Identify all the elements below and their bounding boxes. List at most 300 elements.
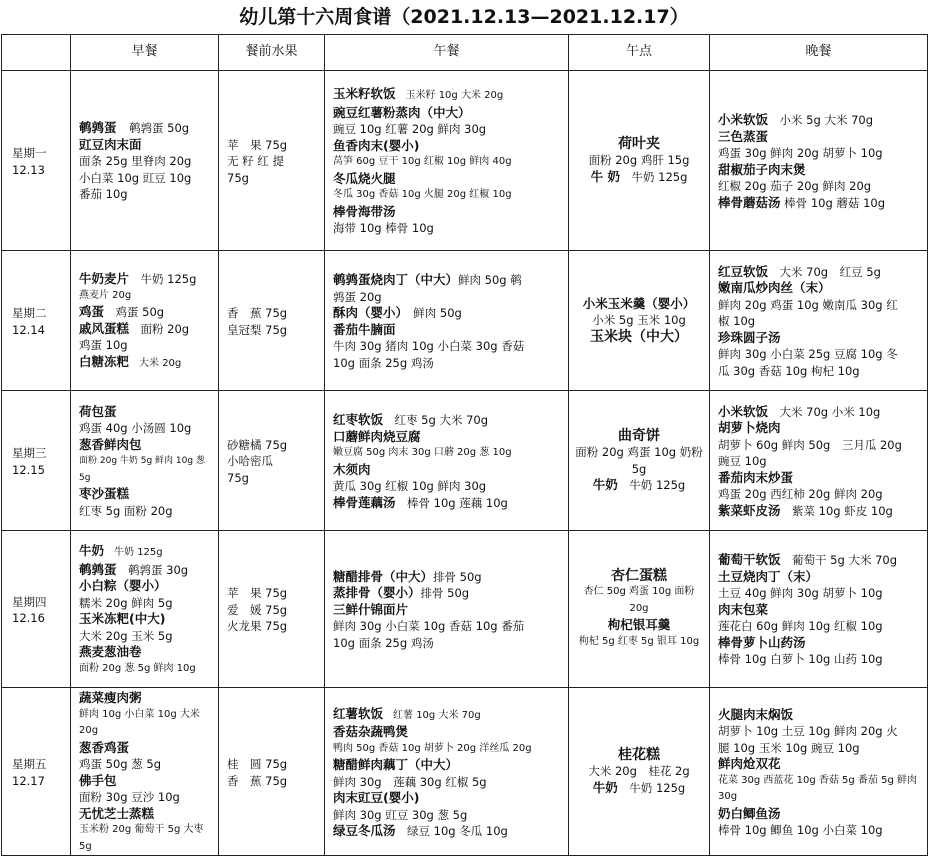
dish-name: 牛奶麦片 [79,271,130,286]
ingredients: 玉米粉 20g 葡萄干 5g 大枣 5g [79,824,204,852]
fruit-cell [219,688,325,856]
ingredients: 鹌鹑蛋 50g [129,121,190,136]
lunch-cell [325,71,569,251]
lunch-line [333,121,564,138]
dish-name: 无忧芝士蒸糕 [79,805,155,821]
dish-name: 枸杞银耳羹 [607,617,671,633]
fruit-line: 香 蕉 75g [227,306,288,320]
dinner-cell [710,531,928,688]
breakfast-line [79,503,214,520]
dinner-line [718,618,923,635]
ingredients: 嫩豆腐 50g 肉末 30g 口蘑 20g 葱 10g [333,447,512,458]
ingredients: 燕麦片 20g [79,289,132,301]
dish-name: 燕麦葱油卷 [79,644,142,659]
ingredients: 30g [718,791,738,802]
header-dinner: 晚餐 [710,35,928,71]
ingredients: 排骨 50g [420,586,470,601]
day-cell [2,391,71,531]
dinner-line [718,404,923,421]
lunch-line [333,322,564,339]
header-fruit: 餐前水果 [219,35,325,71]
weekday-label: 星期二 [12,306,47,320]
ingredients: 面条 25g 里脊肉 20g [79,154,192,169]
day-row [2,531,928,688]
header-lunch: 午餐 [325,35,569,71]
dish-name: 肉末豇豆(婴小) [333,790,420,805]
dinner-line [718,420,923,437]
breakfast-line [79,354,214,373]
breakfast-line [79,153,214,170]
lunch-line [333,462,564,479]
ingredients: 瓜 30g 香菇 10g 枸杞 10g [718,363,860,378]
dish-name: 荷叶夹 [618,135,660,152]
dish-name: 番茄牛腩面 [333,321,396,337]
fruit-line: 火龙果 75g [227,619,288,634]
lunch-line [333,412,564,429]
dinner-line [718,635,923,652]
dinner-line [718,773,923,790]
breakfast-line [79,661,214,678]
snack-line [575,747,703,764]
ingredients: 大米 20g 玉米 5g [79,628,173,643]
ingredients: 牛奶 125g [619,169,688,184]
ingredients: 牛奶 125g [129,272,197,286]
dish-name: 鲜肉炝双花 [718,756,781,771]
lunch-line [333,138,564,155]
ingredients: 红枣 5g 大米 70g [383,413,489,427]
snack-line [575,634,703,651]
lunch-line [333,204,564,221]
dish-name: 白糖冻粑 [79,353,130,369]
lunch-line [333,495,564,512]
ingredients: 红薯 10g 大米 70g [383,709,481,721]
dish-name: 曲奇饼 [618,427,660,444]
dinner-line [718,437,923,454]
ingredients: 鸡蛋 50g 葱 5g [79,757,162,771]
lunch-line [333,154,564,171]
ingredients: 鸡蛋 50g [104,305,165,319]
breakfast-cell [71,531,219,688]
dinner-line [718,264,923,281]
lunch-line [333,724,564,741]
fruit-cell [219,391,325,531]
dish-name: 小白粽（婴小） [79,578,167,593]
snack-line [575,329,703,346]
day-row [2,391,928,531]
ingredients: 豌豆 10g 红薯 20g 鲜肉 30g [333,122,487,137]
breakfast-line [79,337,214,354]
dish-name: 甜椒茄子肉末煲 [718,161,806,177]
page-title: 幼儿第十六周食谱（2021.12.13—2021.12.17） [239,6,689,28]
ingredients: 牛肉 30g 猪肉 10g 小白菜 30g 香菇 [333,339,525,353]
ingredients: 番茄 10g [79,187,128,202]
ingredients: 鲜肉 30g 小白菜 25g 豆腐 10g 冬 [718,347,898,362]
dinner-line [718,112,923,129]
ingredients: 红枣 5g 面粉 20g [79,503,173,518]
breakfast-line [79,611,214,628]
dish-name: 三鲜什锦面片 [333,601,409,617]
lunch-line [333,355,564,372]
dinner-line [718,145,923,162]
dish-name: 鸡蛋 [79,304,105,319]
header-snack: 午点 [569,35,710,71]
lunch-line [333,585,564,602]
dish-name: 香菇杂蔬鸭煲 [333,724,409,739]
ingredients: 大米 20g 桂花 2g [588,764,690,779]
header-breakfast: 早餐 [71,35,219,71]
lunch-line [333,706,564,725]
ingredients: 10g 面条 25g 鸡汤 [333,355,434,370]
dish-name: 杏仁蛋糕 [611,567,667,584]
ingredients: 鹑蛋 20g [333,289,382,304]
dish-name: 玉米块（中大） [590,328,688,345]
weekday-label: 星期三 [12,446,47,460]
breakfast-line [79,404,214,421]
breakfast-line [79,170,214,187]
dish-name: 珍珠圆子汤 [718,329,781,345]
ingredients: 鸡蛋 20g 西红柿 20g 鲜肉 20g [718,487,883,502]
lunch-line [333,741,564,758]
ingredients: 5g [631,461,647,476]
dinner-line [718,162,923,179]
lunch-line [333,445,564,462]
dinner-cell [710,391,928,531]
breakfast-line [79,453,214,486]
breakfast-line [79,644,214,661]
dish-name: 酥肉（婴小） [333,305,402,320]
lunch-line [333,86,564,105]
ingredients: 鸭肉 50g 香菇 10g 胡萝卜 20g 洋丝瓜 20g [333,742,532,754]
ingredients: 鲜肉 20g 鸡蛋 10g 嫩南瓜 30g 红 [718,297,898,312]
snack-cell [569,688,710,856]
dish-name: 嫩南瓜炒肉丝（末） [718,280,831,296]
fruit-cell [219,531,325,688]
lunch-line [333,272,564,289]
dish-name: 红枣软饭 [333,412,384,427]
lunch-line [333,305,564,322]
dish-name: 糖醋鲜肉藕丁（中大） [333,757,459,772]
breakfast-line [79,420,214,437]
lunch-cell [325,391,569,531]
snack-line [575,152,703,169]
dish-name: 玉米冻粑(中大) [79,611,166,626]
ingredients: 鸡蛋 40g 小汤圆 10g [79,421,192,436]
dinner-line [718,453,923,470]
snack-line [575,461,703,478]
lunch-line [333,289,564,306]
dinner-line [718,740,923,757]
dish-name: 番茄肉末炒蛋 [718,469,794,485]
ingredients: 冬瓜 30g 香菇 10g 火腿 20g 红椒 10g [333,189,512,201]
dinner-line [718,330,923,347]
dinner-line [718,569,923,586]
dish-name: 小米玉米羹（婴小） [582,295,696,311]
ingredients: 鲜肉 10g 小白菜 10g 大米 20g [79,708,200,736]
ingredients: 海带 10g 棒骨 10g [333,221,434,236]
dish-name: 戚风蛋糕 [79,320,130,336]
lunch-line [333,823,564,840]
lunch-cell [325,688,569,856]
ingredients: 鲜肉 50g 鹌 [458,273,522,287]
date-label: 12.16 [12,611,45,625]
dinner-cell [710,71,928,251]
breakfast-line [79,789,214,806]
dish-name: 枣沙蛋糕 [79,486,130,502]
lunch-line [333,187,564,204]
dish-name: 土豆烧肉丁（末） [718,568,819,584]
ingredients: 豌豆 10g [718,454,767,469]
day-cell [2,688,71,856]
snack-line [575,780,703,797]
dinner-line [718,789,923,806]
dish-name: 奶白鲫鱼汤 [718,805,781,821]
dish-name: 小米软饭 [718,112,769,127]
dinner-line [718,178,923,195]
ingredients: 牛奶 125g [617,478,686,492]
breakfast-line [79,756,214,773]
lunch-line [333,790,564,807]
day-cell [2,251,71,391]
snack-line [575,477,703,494]
dish-name: 蒸排骨（婴小） [333,585,421,601]
breakfast-line [79,822,214,855]
dinner-cell [710,251,928,391]
snack-line [575,584,703,617]
lunch-line [333,429,564,446]
ingredients: 鲜肉 30g 莲藕 30g 红椒 5g [333,774,487,789]
dish-name: 牛奶 [592,779,618,795]
snack-line [575,169,703,186]
dish-name: 牛奶 [592,477,618,492]
ingredients: 玉米籽 10g 大米 20g [395,90,504,102]
ingredients: 胡萝卜 60g 鲜肉 50g 三月瓜 20g [718,437,902,452]
fruit-line: 皇冠梨 75g [227,322,288,337]
dish-name: 三色蒸蛋 [718,128,769,144]
fruit-line: 小哈密瓜 [227,454,273,469]
snack-cell [569,391,710,531]
fruit-line: 无 籽 红 提 [227,154,284,169]
dish-name: 牛奶 [79,543,105,558]
snack-line [575,763,703,780]
breakfast-line [79,562,214,579]
fruit-line: 香 蕉 75g [227,773,288,788]
ingredients: 排骨 50g [433,569,482,584]
dish-name: 冬瓜烧火腿 [333,170,396,186]
ingredients: 土豆 40g 鲜肉 30g 胡萝卜 10g [718,586,883,601]
lunch-line [333,807,564,824]
lunch-cell [325,251,569,391]
dish-name: 葱香鲜肉包 [79,436,142,452]
breakfast-cell [71,688,219,856]
day-row [2,688,928,856]
dish-name: 鹌鹑蛋烧肉丁（中大） [333,272,459,287]
ingredients: 大米 20g [129,357,182,369]
snack-line [575,617,703,634]
dish-name: 佛手包 [79,772,117,788]
lunch-cell [325,531,569,688]
breakfast-line [79,740,214,757]
dinner-line [718,346,923,363]
dish-name: 牛 奶 [590,168,620,184]
ingredients: 10g 面条 25g 鸡汤 [333,635,434,650]
dinner-line [718,297,923,314]
breakfast-line [79,628,214,645]
ingredients: 黄瓜 30g 红椒 10g 鲜肉 30g [333,479,487,493]
weekday-label: 星期四 [12,594,47,609]
breakfast-line [79,288,214,305]
breakfast-line [79,773,214,790]
ingredients: 棒骨 10g 蘑菇 10g [780,195,886,210]
dish-name: 棒骨莲藕汤 [333,494,396,510]
ingredients: 棒骨 10g 鲫鱼 10g 小白菜 10g [718,823,883,837]
weekday-label: 星期五 [12,757,47,771]
dinner-line [718,503,923,520]
dinner-line [718,806,923,823]
snack-line [575,136,703,153]
dish-name: 豌豆红薯粉蒸肉（中大） [333,104,471,120]
ingredients: 大米 70g 红豆 5g [768,264,881,279]
dinner-line [718,363,923,380]
dinner-line [718,280,923,297]
ingredients: 鸡蛋 10g [79,338,128,352]
header-row [2,35,928,71]
dish-name: 桂花糕 [618,746,660,763]
fruit-line: 爱 媛 75g [227,602,288,617]
ingredients: 面粉 20g 鸡肝 15g [588,153,690,168]
breakfast-line [79,437,214,454]
breakfast-cell [71,71,219,251]
ingredients: 牛奶 125g [104,547,163,558]
dish-name: 鹌鹑蛋 [79,120,130,136]
ingredients: 鸡蛋 30g 鲜肉 20g 胡萝卜 10g [718,146,883,160]
dish-name: 葡萄干软饭 [718,552,781,568]
fruit-line: 苹 果 75g [227,586,288,601]
ingredients: 椒 10g [718,314,756,329]
breakfast-cell [71,391,219,531]
lunch-line [333,757,564,774]
dish-name: 木须肉 [333,461,371,477]
dish-name: 红薯软饭 [333,705,384,721]
breakfast-cell [71,251,219,391]
date-label: 12.15 [12,462,45,477]
dinner-line [718,707,923,724]
breakfast-line [79,304,214,321]
dish-name: 紫菜虾皮汤 [718,502,781,518]
dish-name: 鹌鹑蛋 [79,561,117,577]
fruit-line: 75g [227,470,249,485]
breakfast-line [79,595,214,612]
dish-name: 糖醋排骨（中大） [333,568,434,584]
ingredients: 枸杞 5g 红枣 5g 银耳 10g [578,635,700,647]
lunch-line [333,105,564,122]
date-label: 12.13 [12,162,45,177]
ingredients: 小白菜 10g 豇豆 10g [79,170,192,185]
lunch-line [333,171,564,188]
ingredients: 小米 5g 玉米 10g [592,313,686,328]
snack-line [575,444,703,461]
dish-name: 肉末包菜 [718,601,769,617]
ingredients: 棒骨 10g 白萝卜 10g 山药 10g [718,652,883,667]
breakfast-line [79,186,214,203]
ingredients: 莲花白 60g 鲜肉 10g 红椒 10g [718,619,883,634]
snack-cell [569,251,710,391]
dish-name: 火腿肉末焖饭 [718,706,794,722]
snack-cell [569,71,710,251]
ingredients: 棒骨 10g 莲藕 10g [395,495,508,510]
breakfast-line [79,137,214,154]
day-row [2,251,928,391]
snack-cell [569,531,710,688]
dinner-line [718,470,923,487]
snack-line [575,568,703,585]
lunch-line [333,602,564,619]
dinner-line [718,585,923,602]
fruit-cell [219,251,325,391]
breakfast-line [79,271,214,288]
dinner-line [718,651,923,668]
snack-line [575,428,703,445]
ingredients: 绿豆 10g 冬瓜 10g [395,824,508,838]
ingredients: 腿 10g 玉米 10g 豌豆 10g [718,740,860,755]
dish-name: 豇豆肉末面 [79,136,142,152]
lunch-line [333,618,564,635]
ingredients: 鲜肉 30g 豇豆 30g 葱 5g [333,807,468,822]
dish-name: 葱香鸡蛋 [79,739,130,755]
fruit-cell [219,71,325,251]
breakfast-line [79,543,214,562]
date-label: 12.14 [12,322,45,337]
dinner-line [718,195,923,212]
dish-name: 蔬菜瘦肉粥 [79,690,142,705]
ingredients: 面粉 20g [129,321,190,336]
dinner-line [718,602,923,619]
header-corner [2,35,71,71]
ingredients: 面粉 20g 葱 5g 鲜肉 10g [79,662,196,674]
dish-name: 鱼香肉末(婴小) [333,137,420,153]
dinner-line [718,486,923,503]
dinner-line [718,822,923,839]
breakfast-line [79,486,214,503]
dish-name: 绿豆冬瓜汤 [333,823,396,838]
dish-name: 胡萝卜烧肉 [718,420,781,436]
dish-name: 棒骨萝卜山药汤 [718,634,806,650]
dinner-line [718,313,923,330]
ingredients: 红椒 20g 茄子 20g 鲜肉 20g [718,179,872,193]
dinner-cell [710,688,928,856]
day-cell [2,531,71,688]
dish-name: 口蘑鲜肉烧豆腐 [333,428,421,444]
lunch-line [333,569,564,586]
lunch-line [333,478,564,495]
menu-table [1,34,928,856]
breakfast-line [79,690,214,707]
ingredients: 大米 70g 小米 10g [768,404,881,419]
ingredients: 鹌鹑蛋 30g [116,562,189,577]
ingredients: 鲜肉 30g 小白菜 10g 香菇 10g 番茄 [333,619,525,634]
lunch-line [333,635,564,652]
ingredients: 杏仁 50g 鸡蛋 10g 面粉 20g [583,586,695,614]
breakfast-line [79,806,214,823]
fruit-line: 砂糖橘 75g [227,437,288,452]
dish-name: 玉米籽软饭 [333,86,396,102]
ingredients: 小米 5g 大米 70g [768,113,874,127]
ingredients: 面粉 30g 豆沙 10g [79,790,180,804]
dinner-line [718,552,923,569]
ingredients: 面粉 20g 牛奶 5g 鲜肉 10g 葱 5g [79,456,205,483]
breakfast-line [79,578,214,595]
dinner-line [718,129,923,146]
ingredients: 莴笋 60g 豆干 10g 红椒 10g 鲜肉 40g [333,156,512,168]
